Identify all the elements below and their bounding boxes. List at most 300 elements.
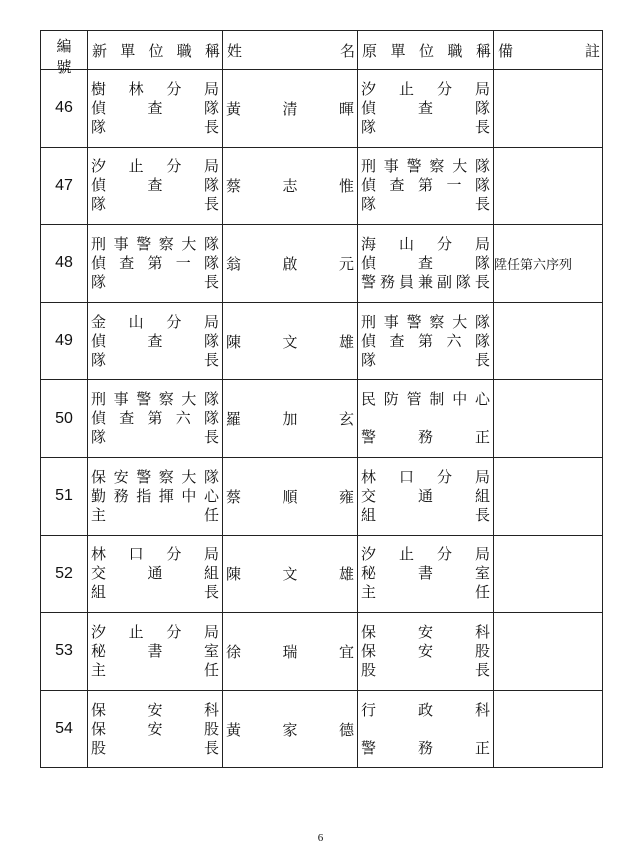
remarks [494,457,603,535]
person-name-char: 元 [338,254,354,273]
new-position-char: 大 [181,467,197,486]
old-position-char: 務 [417,738,433,757]
old-position-char: 偵 [361,98,377,117]
old-position-char: 隊 [474,176,490,195]
old-position-char: 隊 [455,272,471,291]
table-row [41,380,603,458]
new-position-char: 一 [175,253,191,272]
remarks [494,690,603,768]
new-position-char: 察 [158,467,174,486]
new-position-char: 偵 [91,409,107,428]
old-position-line [361,351,490,370]
new-position-char: 分 [166,545,182,564]
old-position-char: 查 [389,331,405,350]
new-position-char: 局 [203,157,219,176]
new-position-char: 偵 [91,176,107,195]
new-position-char: 六 [175,409,191,428]
old-position [358,302,494,380]
page-number: 6 [317,832,324,844]
new-position [88,613,223,691]
person-name [223,690,358,768]
new-position-char: 勤 [91,486,107,505]
new-position-char: 查 [147,176,163,195]
new-position-char: 隊 [203,176,219,195]
header-char: 位 [418,41,434,60]
new-position-line [91,195,219,214]
new-position-line [91,235,219,254]
table-row [41,535,603,613]
new-position-char: 長 [203,738,219,757]
row-number: 50 [41,380,88,458]
old-position-char: 察 [429,157,445,176]
old-position-char: 分 [436,234,452,253]
old-position-char: 科 [474,700,490,719]
header-char: 原 [362,41,378,60]
person-name-char: 陳 [226,332,242,351]
new-position-char: 止 [128,622,144,641]
new-position-line [91,720,219,739]
person-name-char: 蔡 [226,177,242,196]
old-position-char: 隊 [474,331,490,350]
old-position-char: 汐 [361,545,377,564]
new-position-char: 揮 [158,486,174,505]
old-position-line [361,332,490,351]
old-position-line [361,273,490,292]
row-number: 51 [41,457,88,535]
person-name-char: 黃 [226,99,242,118]
person-name-char: 蔡 [226,487,242,506]
person-name-char: 陳 [226,565,242,584]
person-name-char: 雍 [338,487,354,506]
old-position-char: 止 [398,79,414,98]
new-position-char: 長 [203,272,219,291]
header-char: 位 [148,41,164,60]
person-name-char: 家 [282,720,298,739]
old-position-line [361,506,490,525]
person-name-char: 志 [282,177,298,196]
old-position-char: 安 [417,641,433,660]
header-remarks-right: 註 [584,41,600,60]
new-position-line [91,351,219,370]
new-position-char: 隊 [203,467,219,486]
old-position-char: 刑 [361,312,377,331]
new-position-char: 股 [203,719,219,738]
new-position-char: 科 [203,700,219,719]
header-number: 編 號 [41,31,88,70]
new-position-char: 局 [203,545,219,564]
new-position-char: 心 [203,486,219,505]
new-position-char: 保 [91,467,107,486]
old-position-line [361,720,490,739]
old-position-char: 心 [474,390,490,409]
new-position-char: 長 [203,583,219,602]
new-position-char: 中 [181,486,197,505]
old-position-char: 汐 [361,79,377,98]
old-position-char: 隊 [361,117,377,136]
header-remarks-left: 備 [498,41,514,60]
header-name-left: 姓 [227,41,243,60]
old-position-char: 隊 [474,157,490,176]
new-position-char: 事 [113,390,129,409]
person-name-char: 玄 [338,410,354,429]
old-position-char: 兼 [417,272,433,291]
new-position-char: 大 [181,390,197,409]
new-position-char: 隊 [203,409,219,428]
header-old-position [358,31,494,70]
old-position-char: 山 [398,234,414,253]
remarks: 陞任第六序列 [494,225,603,303]
new-position-char: 口 [128,545,144,564]
new-position-char: 汐 [91,157,107,176]
new-position-char: 安 [113,467,129,486]
new-position-line [91,487,219,506]
new-position-line [91,409,219,428]
new-position-char: 警 [136,467,152,486]
old-position-line [361,487,490,506]
person-name-char: 順 [282,487,298,506]
old-position [358,613,494,691]
table-row [41,690,603,768]
old-position-char: 長 [474,195,490,214]
new-position-char: 長 [203,117,219,136]
table-row [41,147,603,225]
old-position-char: 止 [398,545,414,564]
old-position-char: 隊 [474,312,490,331]
new-position-line [91,701,219,720]
header-row [41,31,603,70]
header-char: 稱 [475,41,491,60]
person-name-char: 清 [282,99,298,118]
remarks [494,380,603,458]
old-position [358,535,494,613]
new-position-char: 股 [91,738,107,757]
new-position-char: 隊 [91,272,107,291]
old-position-char: 事 [383,312,399,331]
new-position-char: 山 [128,312,144,331]
new-position-char: 止 [128,157,144,176]
new-position-char: 分 [166,312,182,331]
row-number: 48 [41,225,88,303]
new-position-char: 分 [166,622,182,641]
old-position-char: 警 [406,312,422,331]
header-name [223,31,358,70]
new-position-char: 大 [181,234,197,253]
new-position-line [91,623,219,642]
remarks [494,535,603,613]
person-name-char: 黃 [226,720,242,739]
old-position-line [361,701,490,720]
new-position-char: 隊 [91,350,107,369]
new-position-char: 樹 [91,79,107,98]
new-position-char: 偵 [91,98,107,117]
table-row [41,613,603,691]
old-position-char: 警 [361,738,377,757]
old-position-char: 第 [417,176,433,195]
old-position-char: 股 [361,660,377,679]
person-name [223,225,358,303]
remarks [494,613,603,691]
old-position [358,70,494,148]
person-name-char: 瑞 [282,642,298,661]
new-position-char: 書 [147,641,163,660]
new-position-char: 刑 [91,234,107,253]
new-position-char: 金 [91,312,107,331]
header-remarks [494,31,603,70]
old-position-line [361,739,490,758]
old-position-char: 書 [417,564,433,583]
new-position-char: 查 [119,253,135,272]
remarks [494,70,603,148]
new-position-char: 安 [147,719,163,738]
header-char: 單 [120,41,136,60]
old-position-char: 隊 [361,350,377,369]
old-position-char: 查 [417,98,433,117]
old-position-char: 分 [436,79,452,98]
header-char: 稱 [204,41,220,60]
new-position-line [91,468,219,487]
new-position-char: 事 [113,234,129,253]
new-position-line [91,99,219,118]
new-position [88,70,223,148]
new-position-line [91,176,219,195]
new-position-char: 任 [203,660,219,679]
person-name-char: 文 [282,565,298,584]
old-position-char: 偵 [361,176,377,195]
person-name [223,457,358,535]
old-position-char: 長 [474,660,490,679]
old-position-line [361,623,490,642]
new-position-char: 第 [147,253,163,272]
old-position-line [361,80,490,99]
new-position-char: 任 [203,505,219,524]
new-position-char: 刑 [91,390,107,409]
new-position-char: 局 [203,312,219,331]
old-position-line [361,642,490,661]
old-position [358,457,494,535]
old-position-char: 通 [417,486,433,505]
new-position-char: 保 [91,700,107,719]
old-position-char: 隊 [474,253,490,272]
new-position-char: 隊 [203,234,219,253]
old-position-char: 室 [474,564,490,583]
old-position-char: 局 [474,467,490,486]
person-name-char: 文 [282,332,298,351]
new-position-char: 指 [136,486,152,505]
new-position-char: 長 [203,428,219,447]
old-position-char: 組 [474,486,490,505]
new-position-char: 主 [91,660,107,679]
old-position-char: 事 [383,157,399,176]
new-position-line [91,273,219,292]
new-position-line [91,332,219,351]
person-name-char: 惟 [338,177,354,196]
row-number: 53 [41,613,88,691]
new-position-char: 分 [166,79,182,98]
old-position-char: 正 [474,428,490,447]
new-position-line [91,428,219,447]
old-position-char: 大 [452,312,468,331]
old-position-line [361,428,490,447]
person-name-char: 翁 [226,254,242,273]
new-position-line [91,564,219,583]
new-position-char: 隊 [91,117,107,136]
row-number: 47 [41,147,88,225]
new-position-line [91,661,219,680]
old-position-char: 中 [452,390,468,409]
header-name-right: 名 [339,41,355,60]
person-name [223,70,358,148]
old-position-char: 局 [474,79,490,98]
new-position-char: 長 [203,350,219,369]
table-row [41,457,603,535]
old-position-line [361,390,490,409]
old-position-char: 組 [361,505,377,524]
old-position-line [361,583,490,602]
new-position-line [91,157,219,176]
old-position-char: 警 [361,272,377,291]
row-number: 49 [41,302,88,380]
new-position-char: 通 [147,564,163,583]
new-position-char: 隊 [203,331,219,350]
old-position-char: 務 [379,272,395,291]
new-position-char: 偵 [91,253,107,272]
person-name-char: 雄 [338,332,354,351]
old-position-char: 管 [406,390,422,409]
person-name-char: 徐 [226,642,242,661]
new-position-char: 查 [147,331,163,350]
person-name [223,302,358,380]
table-row [41,302,603,380]
old-position-char: 偵 [361,331,377,350]
new-position [88,302,223,380]
old-position-line [361,118,490,137]
row-number: 52 [41,535,88,613]
old-position [358,380,494,458]
row-number: 54 [41,690,88,768]
person-name [223,147,358,225]
remarks [494,147,603,225]
person-name [223,613,358,691]
new-position-char: 隊 [203,98,219,117]
header-char: 職 [447,41,463,60]
old-position-char: 正 [474,738,490,757]
new-position-char: 第 [147,409,163,428]
old-position-char: 察 [429,312,445,331]
old-position-char: 制 [429,390,445,409]
old-position-char: 行 [361,700,377,719]
old-position-char: 警 [361,428,377,447]
old-position-char: 口 [398,467,414,486]
old-position-char: 股 [474,641,490,660]
old-position-char: 局 [474,545,490,564]
old-position-line [361,254,490,273]
old-position-char: 大 [452,157,468,176]
new-position-line [91,583,219,602]
new-position-char: 隊 [91,195,107,214]
table-row [41,70,603,148]
new-position-char: 主 [91,505,107,524]
new-position-char: 組 [91,583,107,602]
new-position-char: 查 [119,409,135,428]
new-position-char: 局 [203,79,219,98]
old-position-char: 任 [474,583,490,602]
old-position-char: 海 [361,234,377,253]
old-position-line [361,176,490,195]
remarks [494,302,603,380]
old-position-char: 防 [383,390,399,409]
old-position-char: 查 [417,253,433,272]
new-position-line [91,739,219,758]
personnel-table [40,30,603,768]
old-position-line [361,468,490,487]
new-position [88,457,223,535]
old-position-line [361,99,490,118]
old-position-char: 民 [361,390,377,409]
new-position-char: 安 [147,700,163,719]
old-position-char: 長 [474,117,490,136]
new-position-line [91,390,219,409]
old-position-line [361,313,490,332]
old-position-char: 長 [474,272,490,291]
new-position-char: 保 [91,719,107,738]
new-position-line [91,254,219,273]
old-position [358,690,494,768]
old-position-line [361,195,490,214]
old-position-char: 副 [436,272,452,291]
new-position-char: 查 [147,98,163,117]
old-position-char: 分 [436,545,452,564]
new-position [88,380,223,458]
new-position-char: 秘 [91,641,107,660]
new-position-line [91,80,219,99]
old-position-char: 交 [361,486,377,505]
old-position-line [361,235,490,254]
new-position-line [91,642,219,661]
header-char: 職 [176,41,192,60]
old-position-char: 第 [417,331,433,350]
old-position-line [361,409,490,428]
old-position-char: 員 [398,272,414,291]
person-name-char: 暉 [338,99,354,118]
old-position-char: 秘 [361,564,377,583]
row-number: 46 [41,70,88,148]
new-position-char: 室 [203,641,219,660]
old-position-char: 隊 [474,98,490,117]
old-position-char: 偵 [361,253,377,272]
old-position-char: 隊 [361,195,377,214]
header-char: 單 [390,41,406,60]
person-name-char: 啟 [282,254,298,273]
new-position-char: 警 [136,390,152,409]
new-position-char: 汐 [91,622,107,641]
new-position-line [91,545,219,564]
new-position [88,690,223,768]
old-position-line [361,157,490,176]
new-position-line [91,313,219,332]
old-position-char: 查 [389,176,405,195]
new-position-char: 交 [91,564,107,583]
new-position-char: 林 [128,79,144,98]
person-name-char: 雄 [338,565,354,584]
old-position-char: 分 [436,467,452,486]
new-position [88,147,223,225]
old-position-char: 六 [446,331,462,350]
new-position-char: 分 [166,157,182,176]
new-position-char: 隊 [203,253,219,272]
new-position-char: 察 [158,390,174,409]
new-position-char: 組 [203,564,219,583]
old-position-char: 安 [417,622,433,641]
